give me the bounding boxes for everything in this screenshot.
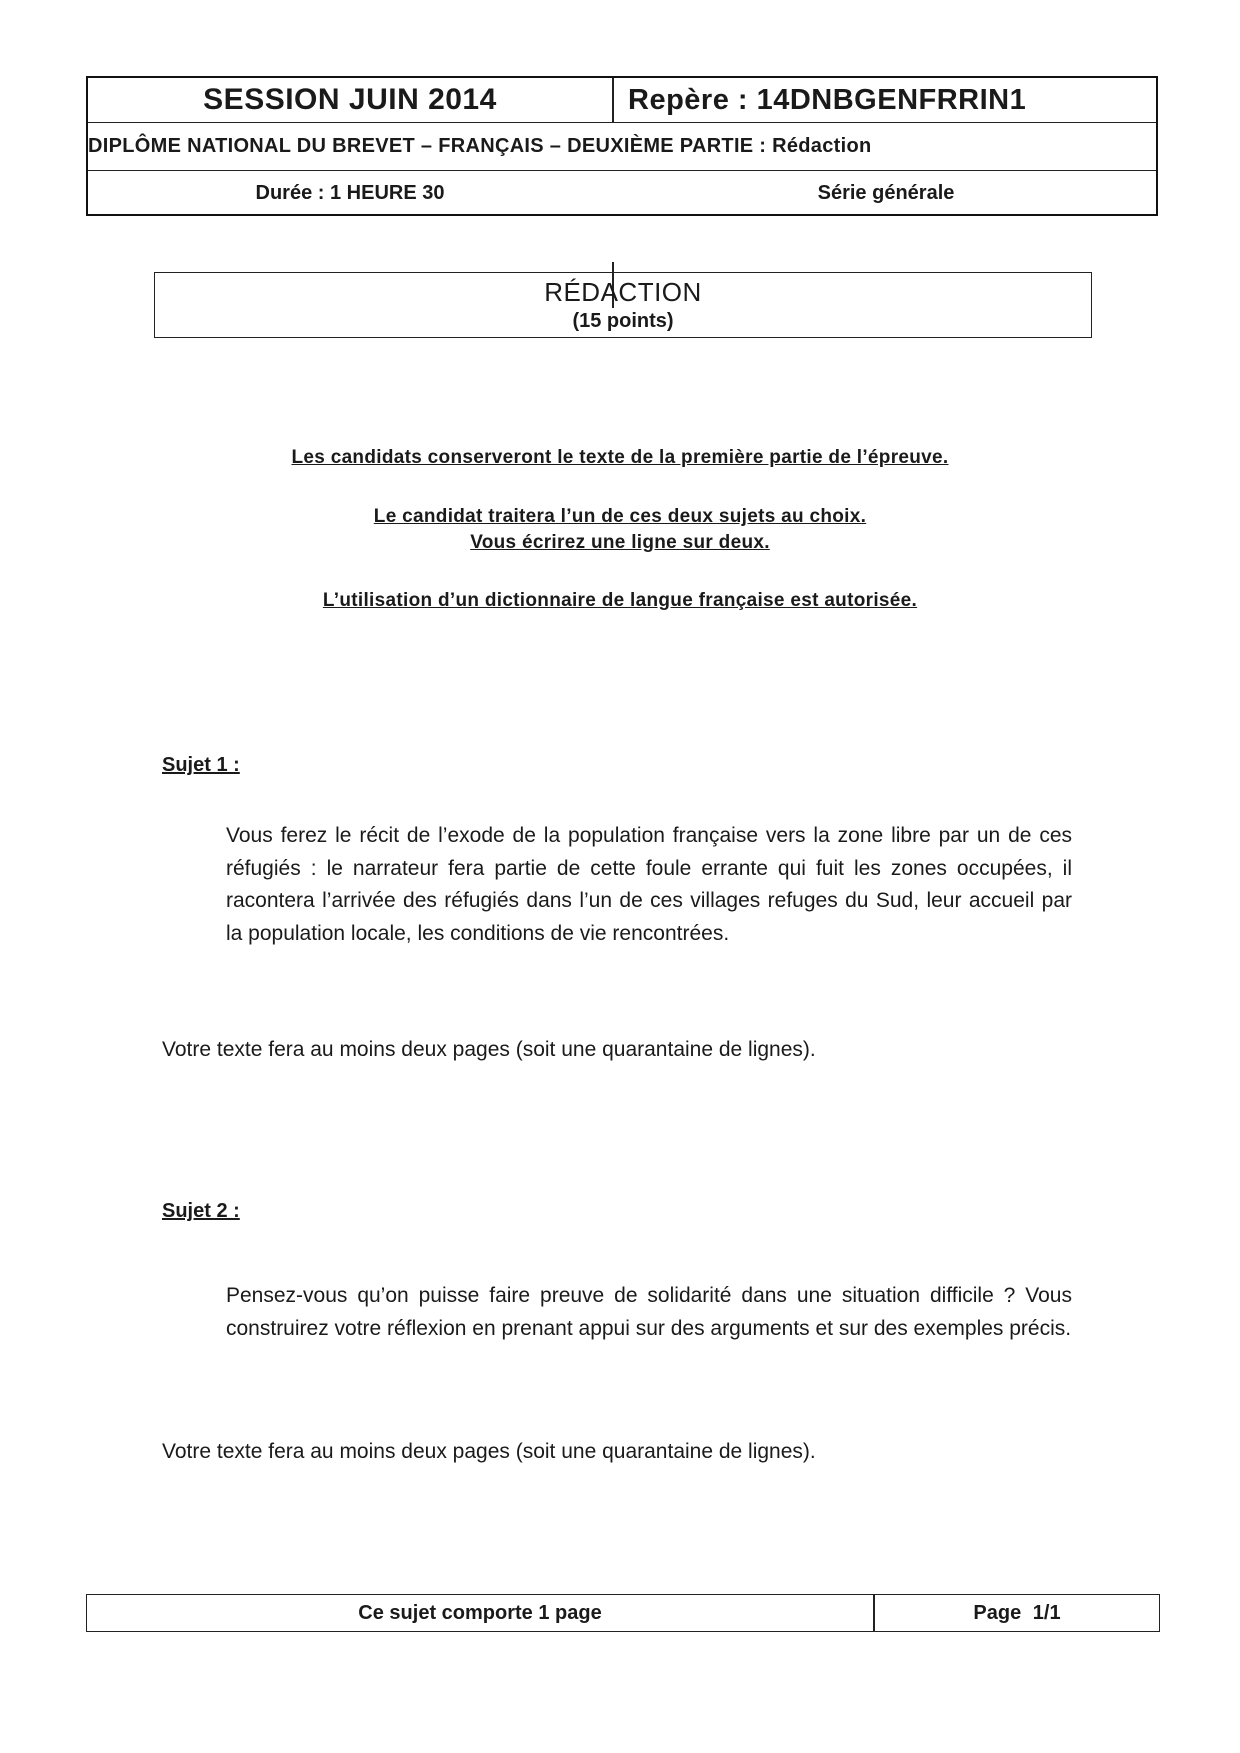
sujet-2-note: Votre texte fera au moins deux pages (soit une quarantaine de lignes). xyxy=(162,1440,816,1463)
sujet-1-text: Vous ferez le récit de l’exode de la population française vers la zone libre par un de ces réfugiés : le narrateur fera partie de cette foule errante qui fuit les zones occupées, il racontera l’arrivée des réfugiés dans l’un de ces villages refuges du Sud, leur accueil par la population locale, les conditions de vie rencontrées. xyxy=(226,824,1072,945)
title-box xyxy=(154,272,1092,338)
sujet-1-note: Votre texte fera au moins deux pages (soit une quarantaine de lignes). xyxy=(162,1038,816,1061)
duree-label: Durée : 1 HEURE 30 xyxy=(255,181,445,204)
instruction-3: Vous écrirez une ligne sur deux. xyxy=(470,532,770,553)
sujet-2-text: Pensez-vous qu’on puisse faire preuve de solidarité dans une situation difficile ? Vous construirez votre réflexion en prenant appui sur des arguments et sur des exemples précis. xyxy=(226,1284,1072,1340)
header-row-duree xyxy=(88,170,1156,216)
page-number: Page 1/1 xyxy=(973,1601,1061,1624)
footer-table xyxy=(86,1594,1160,1632)
session-label: SESSION JUIN 2014 xyxy=(203,83,497,116)
instruction-4: L’utilisation d’un dictionnaire de langue française est autorisée. xyxy=(322,590,918,611)
diplome-label: DIPLÔME NATIONAL DU BREVET – FRANÇAIS – DEUXIÈME PARTIE : Rédaction xyxy=(88,134,872,157)
instruction-2: Le candidat traitera l’un de ces deux sujets au choix. xyxy=(373,506,867,527)
serie-label: Série générale xyxy=(817,181,955,204)
repere-label: Repère : 14DNBGENFRRIN1 xyxy=(628,83,1027,116)
header-table xyxy=(86,76,1158,216)
header-row-diplome xyxy=(88,122,1156,171)
sujet-2-label: Sujet 2 : xyxy=(162,1200,240,1222)
page-count-label: Ce sujet comporte 1 page xyxy=(358,1601,602,1624)
instruction-1: Les candidats conserveront le texte de la première partie de l’épreuve. xyxy=(291,447,949,468)
sujet-1-label: Sujet 1 : xyxy=(162,754,240,776)
page-title: RÉDACTION xyxy=(544,277,702,307)
points-label: (15 points) xyxy=(572,310,674,332)
header-row-session xyxy=(88,78,1156,123)
